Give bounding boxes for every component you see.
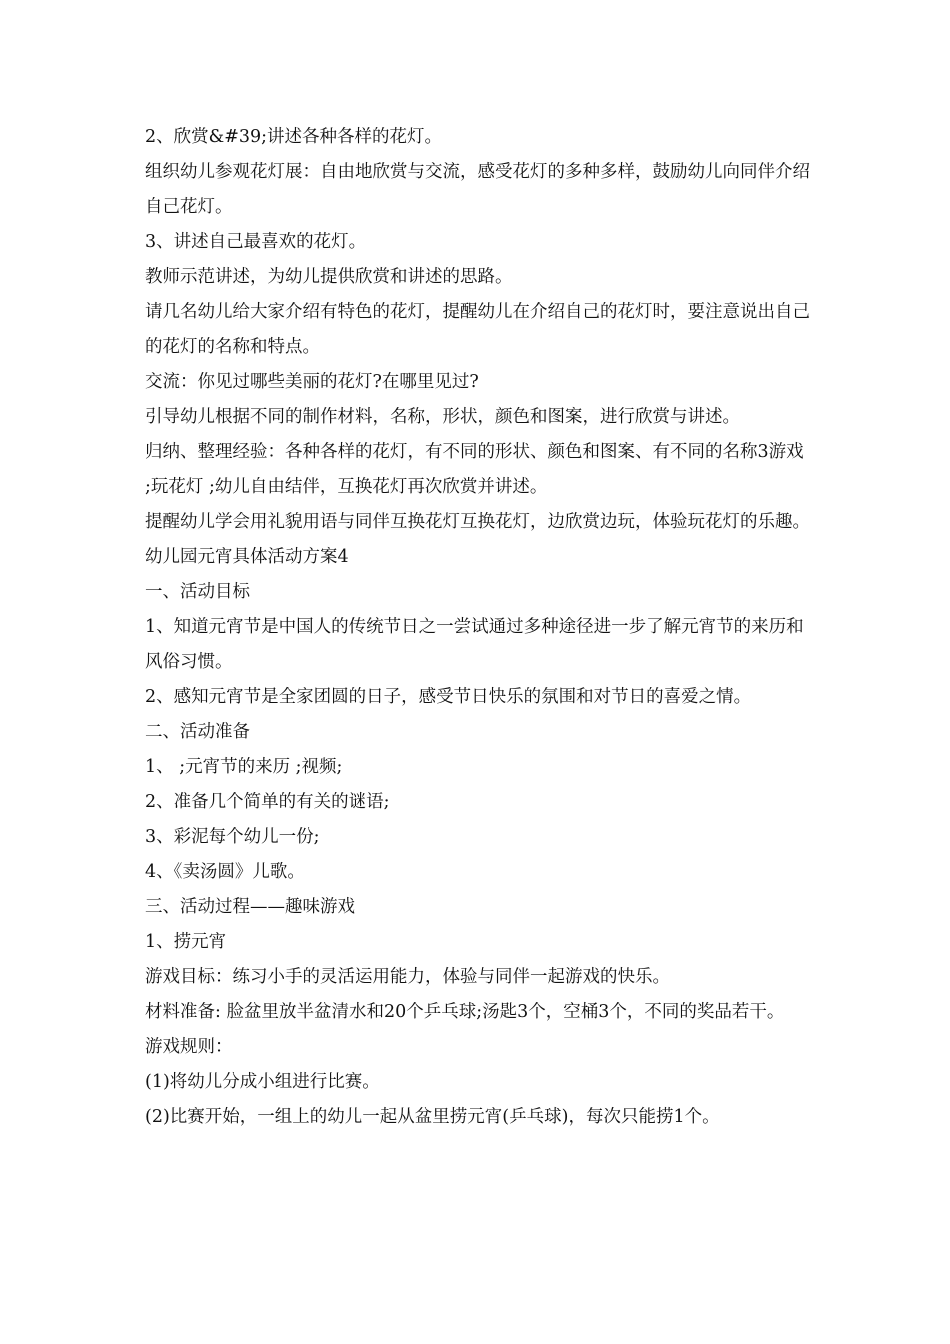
section-heading: 二、活动准备 bbox=[145, 722, 250, 742]
list-item: (1)将幼儿分成小组进行比赛。 bbox=[145, 1072, 380, 1092]
document-body bbox=[145, 120, 815, 1135]
paragraph: 归纳、整理经验：各种各样的花灯，有不同的形状、颜色和图案、有不同的名称3游戏 ;玩花灯 ;幼儿自由结伴，互换花灯再次欣赏并讲述。 bbox=[145, 442, 804, 497]
paragraph: 请几名幼儿给大家介绍有特色的花灯，提醒幼儿在介绍自己的花灯时，要注意说出自己的花灯的名称和特点。 bbox=[145, 302, 810, 357]
list-item: 1、 ;元宵节的来历 ;视频; bbox=[145, 757, 343, 777]
paragraph: 游戏目标：练习小手的灵活运用能力，体验与同伴一起游戏的快乐。 bbox=[145, 967, 670, 987]
subheading: 1、捞元宵 bbox=[145, 932, 227, 952]
paragraph: 交流：你见过哪些美丽的花灯?在哪里见过? bbox=[145, 372, 479, 392]
paragraph: 1、知道元宵节是中国人的传统节日之一尝试通过多种途径进一步了解元宵节的来历和风俗习惯。 bbox=[145, 617, 804, 672]
paragraph: 组织幼儿参观花灯展：自由地欣赏与交流，感受花灯的多种多样，鼓励幼儿向同伴介绍自己花灯。 bbox=[145, 162, 810, 217]
section-heading: 一、活动目标 bbox=[145, 582, 250, 602]
list-item: (2)比赛开始，一组上的幼儿一起从盆里捞元宵(乒乓球)，每次只能捞1个。 bbox=[145, 1107, 720, 1127]
section-heading: 幼儿园元宵具体活动方案4 bbox=[145, 547, 349, 567]
paragraph: 2、欣赏&#39;讲述各种各样的花灯。 bbox=[145, 127, 443, 147]
paragraph: 材料准备: 脸盆里放半盆清水和20个乒乓球;汤匙3个，空桶3个，不同的奖品若干。 bbox=[145, 1002, 785, 1022]
paragraph: 引导幼儿根据不同的制作材料，名称，形状，颜色和图案，进行欣赏与讲述。 bbox=[145, 407, 740, 427]
paragraph: 游戏规则： bbox=[145, 1037, 233, 1057]
paragraph: 提醒幼儿学会用礼貌用语与同伴互换花灯互换花灯，边欣赏边玩，体验玩花灯的乐趣。 bbox=[145, 512, 810, 532]
list-item: 2、准备几个简单的有关的谜语; bbox=[145, 792, 390, 812]
paragraph: 2、感知元宵节是全家团圆的日子，感受节日快乐的氛围和对节日的喜爱之情。 bbox=[145, 687, 752, 707]
list-item: 4、《卖汤圆》儿歌。 bbox=[145, 862, 305, 882]
paragraph: 教师示范讲述，为幼儿提供欣赏和讲述的思路。 bbox=[145, 267, 513, 287]
list-item: 3、彩泥每个幼儿一份; bbox=[145, 827, 320, 847]
section-heading: 三、活动过程——趣味游戏 bbox=[145, 897, 355, 917]
paragraph: 3、讲述自己最喜欢的花灯。 bbox=[145, 232, 367, 252]
